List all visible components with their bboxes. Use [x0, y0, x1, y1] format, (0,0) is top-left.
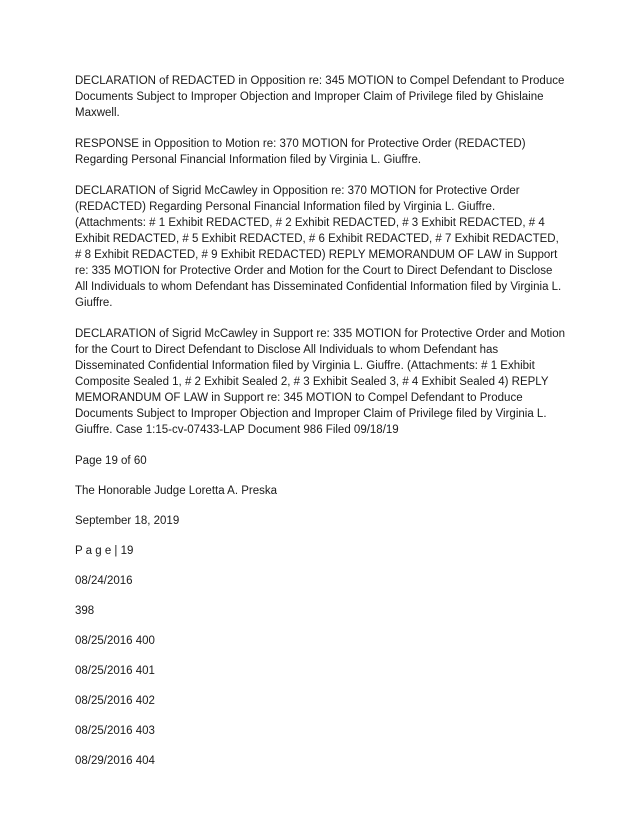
docket-entry: 08/29/2016 404: [75, 755, 155, 767]
docket-entry: 08/24/2016: [75, 575, 133, 587]
paragraph-response-opposition: RESPONSE in Opposition to Motion re: 370 MOTION for Protective Order (REDACTED) Regarding Personal Financial Information filed by Virginia L. Giuffre.: [75, 138, 526, 166]
docket-entry: 08/25/2016 401: [75, 665, 155, 677]
document-content: [75, 73, 565, 783]
paragraph-declaration-mccawley-support: DECLARATION of Sigrid McCawley in Support re: 335 MOTION for Protective Order and Motion for the Court to Direct Defendant to Disclose All Individuals to whom Defendant has Disseminated Confidential Information filed by Virginia L. Giuffre. (Attachments: # 1 Exhibit Composite Sealed 1, # 2 Exhibit Sealed 2, # 3 Exhibit Sealed 3, # 4 Exhibit Sealed 4) REPLY MEMORANDUM OF LAW in Support re: 345 MOTION to Compel Defendant to Produce Documents Subject to Improper Objection and Improper Claim of Privilege filed by Virginia L. Giuffre. Case 1:15-cv-07433-LAP Document 986 Filed 09/18/19: [75, 328, 565, 436]
page-info: Page 19 of 60: [75, 455, 147, 467]
document-date: September 18, 2019: [75, 515, 180, 527]
docket-entry: 398: [75, 605, 95, 617]
paragraph-declaration-mccawley-opposition: DECLARATION of Sigrid McCawley in Opposition re: 370 MOTION for Protective Order (REDACTED) Regarding Personal Financial Information filed by Virginia L. Giuffre. (Attachments: # 1 Exhibit REDACTED, # 2 Exhibit REDACTED, # 3 Exhibit REDACTED, # 4 Exhibit REDACTED, # 5 Exhibit REDACTED, # 6 Exhibit REDACTED, # 7 Exhibit REDACTED, # 8 Exhibit REDACTED, # 9 Exhibit REDACTED) REPLY MEMORANDUM OF LAW in Support re: 335 MOTION for Protective Order and Motion for the Court to Direct Defendant to Disclose All Individuals to whom Defendant has Disseminated Confidential Information filed by Virginia L. Giuffre.: [75, 185, 562, 309]
docket-entry: 08/25/2016 400: [75, 635, 155, 647]
docket-entry: 08/25/2016 403: [75, 725, 155, 737]
docket-entry: 08/25/2016 402: [75, 695, 155, 707]
paragraph-declaration-redacted: DECLARATION of REDACTED in Opposition re: 345 MOTION to Compel Defendant to Produce Documents Subject to Improper Objection and Improper Claim of Privilege filed by Ghislaine Maxwell.: [75, 75, 565, 119]
page-label: P a g e | 19: [75, 545, 134, 557]
judge-name: The Honorable Judge Loretta A. Preska: [75, 485, 278, 497]
